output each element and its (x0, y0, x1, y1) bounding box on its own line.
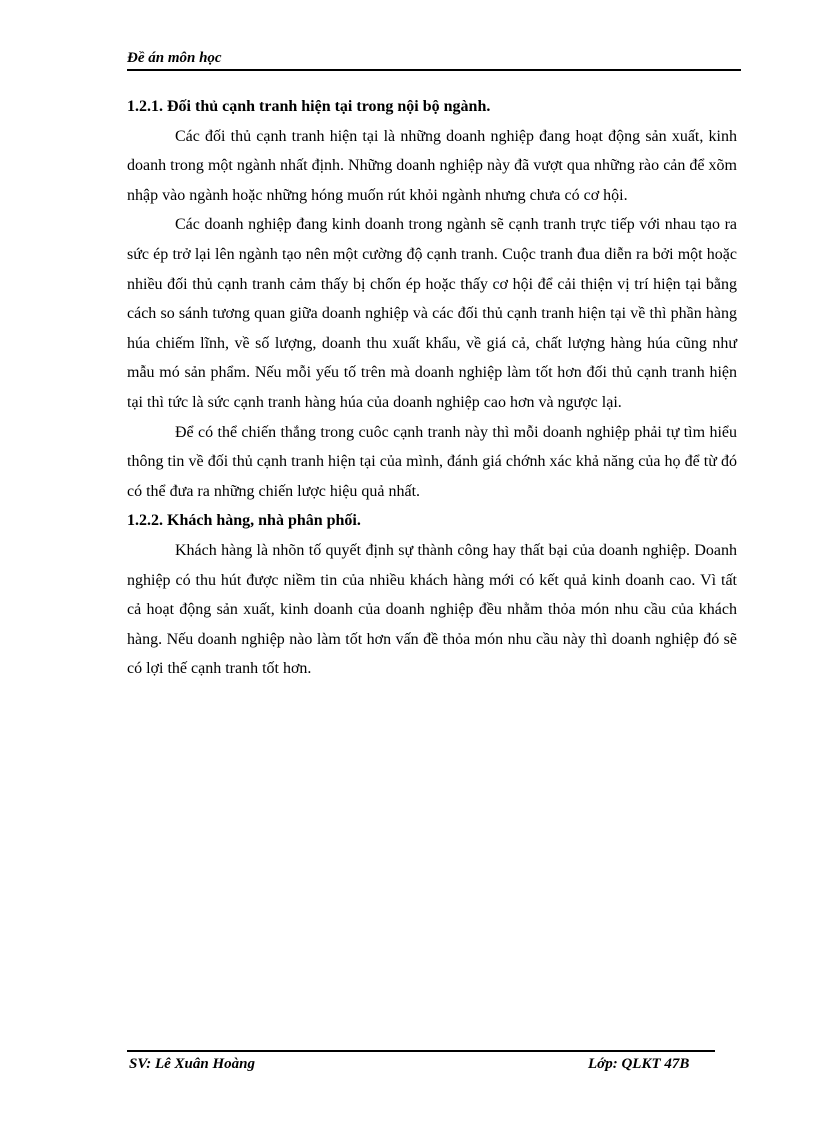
paragraph: Để có thể chiến thắng trong cuôc cạnh tranh này thì mỗi doanh nghiệp phải tự tìm hiểu thông tin về đối thủ cạnh tranh hiện tại của mình, đánh giá chớnh xác khả năng của họ để từ đó có thể đưa ra những chiến lược hiệu quả nhất. (127, 423, 737, 500)
page-header-title: Đề án môn học (127, 50, 741, 71)
footer-class: Lớp: QLKT 47B (588, 1056, 690, 1072)
paragraph: Khách hàng là nhõn tố quyết định sự thành công hay thất bại của doanh nghiệp. Doanh nghiệp có thu hút được niềm tin của nhiều khách hàng mới có kết quả kinh doanh cao. Vì tất cả hoạt động sản xuất, kinh doanh của doanh nghiệp đều nhằm thỏa món nhu cầu của khách hàng. Nếu doanh nghiệp nào làm tốt hơn vấn đề thỏa món nhu cầu này thì doanh nghiệp đó sẽ có lợi thế cạnh tranh tốt hơn. (127, 541, 737, 678)
paragraph: Các đối thủ cạnh tranh hiện tại là những doanh nghiệp đang hoạt động sản xuất, kinh doanh trong một ngành nhất định. Những doanh nghiệp này đã vượt qua những rào cản để xõm nhập vào ngành hoặc những hóng muốn rút khỏi ngành nhưng chưa có cơ hội. (127, 127, 737, 204)
footer-student-name: SV: Lê Xuân Hoàng (129, 1056, 255, 1072)
footer-divider (127, 1050, 715, 1052)
section-heading: 1.2.2. Khách hàng, nhà phân phối. (127, 512, 361, 530)
paragraph: Các doanh nghiệp đang kinh doanh trong ngành sẽ cạnh tranh trực tiếp với nhau tạo ra sức ép trở lại lên ngành tạo nên một cường độ cạnh tranh. Cuộc tranh đua diễn ra bởi một hoặc nhiều đối thủ cạnh tranh cảm thấy bị chốn ép hoặc thấy cơ hội để cải thiện vị trí hiện tại bằng cách so sánh tương quan giữa doanh nghiệp và các đối thủ cạnh tranh hiện tại về thì phần hàng húa chiếm lĩnh, về số lượng, doanh thu xuất khẩu, về giá cả, chất lượng hàng húa cũng như mẫu mó sản phẩm. Nếu mỗi yếu tố trên mà doanh nghiệp làm tốt hơn đối thủ cạnh tranh hiện tại thì tức là sức cạnh tranh hàng húa của doanh nghiệp cao hơn và ngược lại. (127, 216, 737, 411)
section-heading: 1.2.1. Đối thủ cạnh tranh hiện tại trong nội bộ ngành. (127, 98, 491, 115)
document-body (127, 92, 737, 684)
